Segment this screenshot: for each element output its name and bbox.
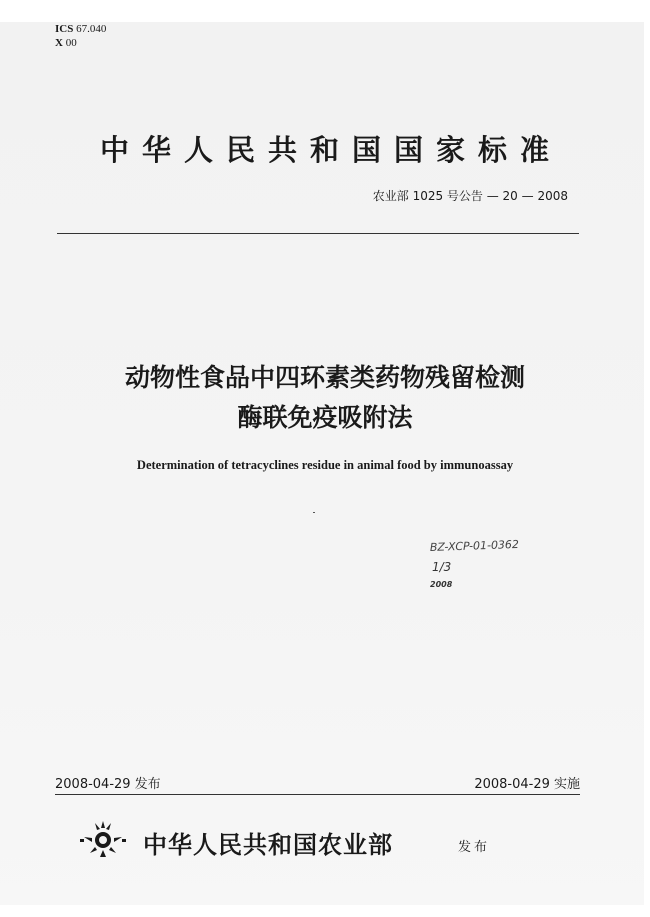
ics-line: [55, 22, 106, 36]
ccs-code: 00: [65, 37, 77, 49]
bottom-divider: [55, 794, 580, 795]
issuing-authority-suffix: 发布: [458, 840, 491, 855]
handwritten-annotation: [428, 535, 578, 595]
standard-title: 中华人民共和国国家标准: [99, 133, 562, 167]
ccs-letter: X: [55, 37, 63, 49]
agriculture-ministry-emblem-icon: [78, 815, 128, 865]
classification-codes: [55, 22, 106, 50]
scan-speck: [313, 512, 315, 513]
top-divider: [57, 233, 579, 234]
ics-label: ICS: [55, 23, 74, 35]
implement-date: 2008-04-29 实施: [474, 777, 580, 792]
standard-number: 农业部 1025 号公告 — 20 — 2008: [372, 189, 568, 203]
publish-date: 2008-04-29 发布: [55, 777, 161, 792]
handwriting-line3: 2008: [430, 580, 453, 589]
main-title-line1: 动物性食品中四环素类药物残留检测: [124, 363, 525, 392]
main-title-line2: 酶联免疫吸附法: [237, 403, 413, 432]
handwriting-line2: 1/3: [432, 560, 452, 574]
issuing-authority: 中华人民共和国农业部: [143, 830, 393, 859]
ccs-line: [55, 36, 106, 50]
page-bottom-margin: [0, 905, 650, 917]
ics-code: 67.040: [76, 23, 107, 35]
handwriting-line1: BZ-XCP-01-0362: [429, 537, 520, 554]
english-title: Determination of tetracyclines residue in animal food by immunoassay: [136, 458, 514, 472]
